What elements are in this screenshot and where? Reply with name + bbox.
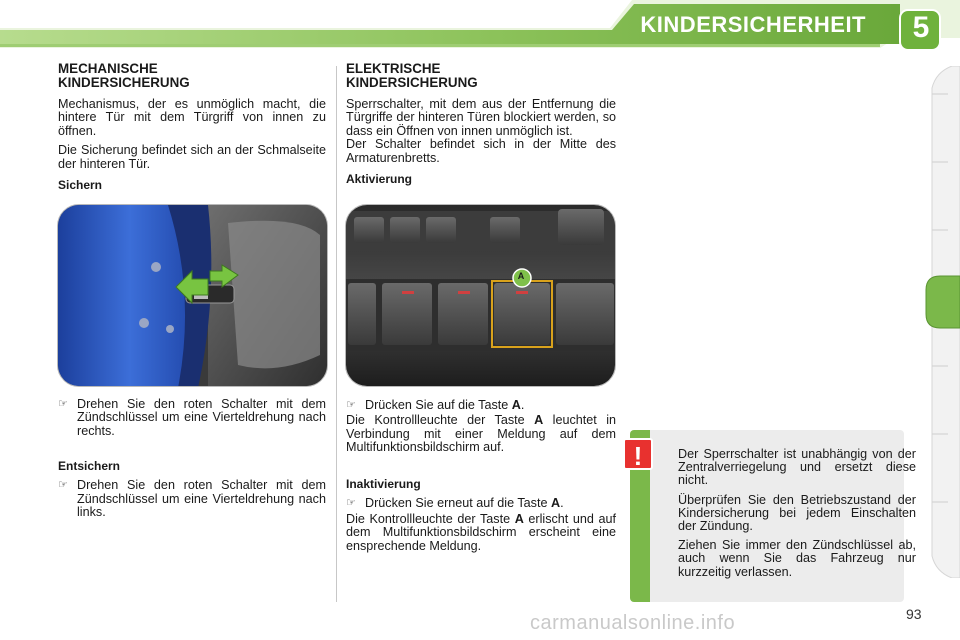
- hand-pointer-icon: ☞: [346, 399, 356, 411]
- key-label: A: [511, 398, 521, 412]
- column-divider: [336, 66, 337, 602]
- electric-lock-section: [346, 62, 616, 186]
- dashboard-switch-photo: [345, 204, 616, 387]
- deactivation-instruction: [346, 478, 616, 553]
- deactivation-subheading: Inaktivierung: [346, 477, 421, 491]
- unlock-step-text: Drehen Sie den roten Schalter mit dem Zündschlüssel um eine Vierteldrehung nach links.: [77, 478, 326, 520]
- warning-note: [630, 430, 916, 602]
- heading-line-1: ELEKTRISCHE: [346, 61, 441, 76]
- door-lock-illustration: [58, 205, 328, 387]
- lock-subheading: Sichern: [58, 178, 103, 193]
- mechanical-lock-section: [58, 62, 326, 192]
- chapter-title: KINDERSICHERHEIT: [640, 12, 866, 37]
- lock-instruction: [58, 398, 326, 438]
- activation-subheading: Aktivierung: [346, 172, 413, 187]
- note-text: [678, 448, 916, 585]
- deactivation-step-text: Drücken Sie erneut auf die Taste: [365, 496, 548, 511]
- section-heading: [346, 62, 616, 90]
- note-paragraph-3: Ziehen Sie immer den Zündschlüssel ab, auch wenn Sie das Fahrzeug nur kurzzeitig verlassen.: [678, 538, 916, 579]
- warning-icon: !: [623, 438, 653, 470]
- note-paragraph-2: Überprüfen Sie den Betriebszustand der Kindersicherung bei jedem Einschalten der Zündung.: [678, 492, 916, 534]
- page-number: 93: [906, 606, 922, 622]
- chapter-tabs: [922, 66, 960, 578]
- key-label: A: [514, 511, 524, 526]
- unlock-step: [58, 479, 326, 519]
- door-lock-photo: [57, 204, 328, 387]
- chapter-number: 5: [912, 11, 930, 44]
- location-paragraph: Die Sicherung befindet sich an der Schmalseite der hinteren Tür.: [58, 143, 326, 171]
- activation-step: ☞ Drücken Sie auf die Taste A.: [346, 398, 525, 412]
- activation-note: [346, 414, 616, 454]
- deactivation-note-end: erlischt und auf dem Multifunktionsbildschirm erscheint eine ensprechende Meldung.: [346, 511, 617, 553]
- intro-paragraph: Sperrschalter, mit dem aus der Entfernung die Türgriffe der hinteren Türen blockiert werden, so dass ein Öffnen von innen unmöglich ist.: [346, 97, 616, 138]
- section-heading: [58, 62, 326, 90]
- heading-line-1: MECHANISCHE: [58, 61, 158, 76]
- hand-pointer-icon: ☞: [346, 497, 356, 510]
- unlock-instruction: [58, 460, 326, 520]
- key-label: A: [534, 413, 544, 428]
- heading-line-2: KINDERSICHERUNG: [346, 75, 478, 90]
- watermark: carmanualsonline.info: [530, 612, 736, 634]
- deactivation-note: [346, 513, 616, 553]
- intro-paragraph: Mechanismus, der es unmöglich macht, die hintere Tür mit dem Türgriff von innen zu öffnen.: [58, 97, 326, 138]
- note-paragraph-1: Der Sperrschalter ist unabhängig von der Zentralverriegelung und ersetzt diese nicht.: [678, 447, 916, 488]
- unlock-subheading: Entsichern: [58, 459, 121, 473]
- deactivation-note-start: Die Kontrollleuchte der Taste: [346, 511, 511, 526]
- deactivation-step: ☞ Drücken Sie erneut auf die Taste A.: [346, 496, 564, 511]
- location-paragraph: Der Schalter befindet sich in der Mitte des Armaturenbretts.: [346, 137, 616, 165]
- lock-step-text: Drehen Sie den roten Schalter mit dem Zündschlüssel um eine Vierteldrehung nach rechts.: [77, 397, 326, 438]
- activation-note-start: Die Kontrollleuchte der Taste: [346, 413, 525, 428]
- activation-step-text: Drücken Sie auf die Taste: [365, 398, 509, 412]
- hand-pointer-icon: ☞: [58, 398, 68, 410]
- lock-step: [58, 398, 326, 438]
- heading-line-2: KINDERSICHERUNG: [58, 75, 190, 90]
- dashboard-illustration: [346, 205, 616, 387]
- activation-note-end: leuchtet in Verbindung mit einer Meldung auf dem Multifunktionsbildschirm auf.: [346, 413, 616, 455]
- activation-instruction: [346, 399, 616, 455]
- key-label: A: [551, 496, 561, 511]
- switch-callout-label: A: [517, 271, 525, 281]
- hand-pointer-icon: ☞: [58, 479, 68, 492]
